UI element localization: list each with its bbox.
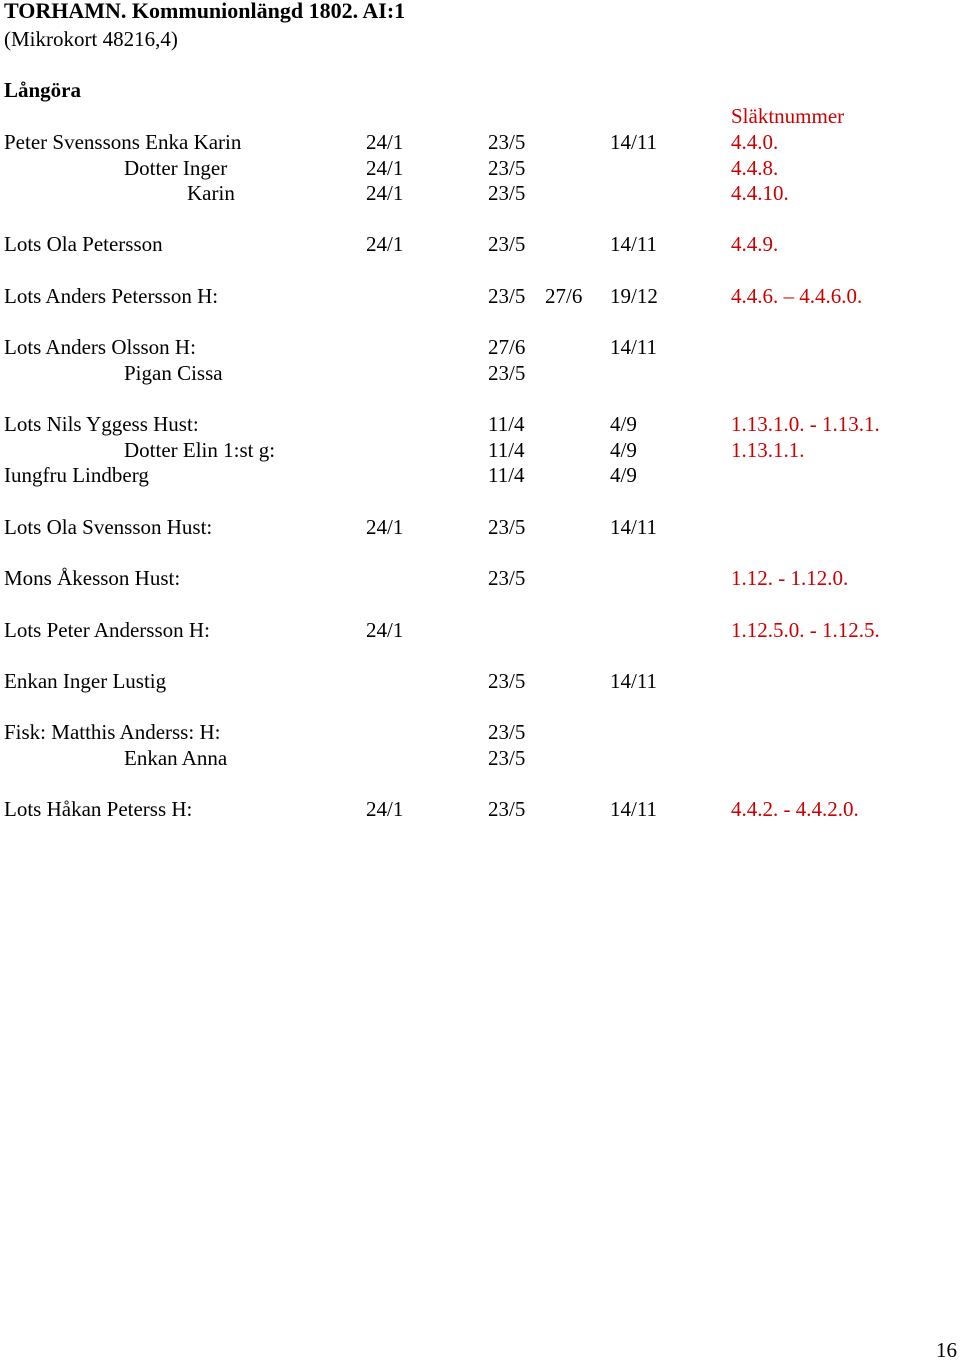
communion-date: 14/11	[610, 515, 658, 539]
document-title: TORHAMN. Kommunionlängd 1802. AI:1	[4, 0, 406, 23]
kinship-number: 4.4.0.	[731, 130, 779, 154]
document-subtitle: (Mikrokort 48216,4)	[4, 27, 178, 51]
communion-date: 23/5	[488, 720, 526, 744]
communion-date: 23/5	[488, 361, 526, 385]
communion-date: 23/5	[488, 566, 526, 590]
person-name: Lots Håkan Peterss H:	[4, 797, 193, 821]
communion-date: 27/6	[545, 284, 583, 308]
table-row	[0, 155, 960, 181]
kinship-number: 4.4.6. – 4.4.6.0.	[731, 284, 863, 308]
table-row	[0, 180, 960, 206]
page-number: 16	[936, 1338, 957, 1362]
kinship-number: 1.13.1.1.	[731, 438, 805, 462]
table-row	[0, 334, 960, 360]
person-name: Pigan Cissa	[124, 361, 223, 385]
communion-date: 23/5	[488, 232, 526, 256]
communion-date: 14/11	[610, 797, 658, 821]
person-name: Enkan Inger Lustig	[4, 669, 167, 693]
table-row	[0, 617, 960, 643]
person-name: Iungfru Lindberg	[4, 463, 149, 487]
communion-date: 23/5	[488, 130, 526, 154]
kinship-number: 4.4.9.	[731, 232, 779, 256]
communion-date: 23/5	[488, 797, 526, 821]
table-row	[0, 796, 960, 822]
table-row	[0, 437, 960, 463]
table-row	[0, 745, 960, 771]
table-row	[0, 129, 960, 155]
communion-date: 23/5	[488, 156, 526, 180]
table-row	[0, 719, 960, 745]
communion-date: 4/9	[610, 412, 637, 436]
table-row	[0, 360, 960, 386]
communion-date: 19/12	[610, 284, 658, 308]
table-row	[0, 283, 960, 309]
table-row	[0, 231, 960, 257]
communion-date: 11/4	[488, 412, 525, 436]
person-name: Lots Nils Yggess Hust:	[4, 412, 199, 436]
communion-date: 24/1	[366, 156, 404, 180]
communion-date: 24/1	[366, 181, 404, 205]
communion-date: 24/1	[366, 232, 404, 256]
communion-date: 23/5	[488, 669, 526, 693]
kinship-number-header: Släktnummer	[731, 104, 845, 128]
person-name: Lots Anders Olsson H:	[4, 335, 196, 359]
person-name: Fisk: Matthis Anderss: H:	[4, 720, 221, 744]
table-row	[0, 411, 960, 437]
communion-date: 24/1	[366, 515, 404, 539]
person-name: Karin	[187, 181, 235, 205]
table-row	[0, 462, 960, 488]
person-name: Lots Anders Petersson H:	[4, 284, 219, 308]
person-name: Lots Peter Andersson H:	[4, 618, 210, 642]
communion-date: 14/11	[610, 232, 658, 256]
kinship-number: 4.4.8.	[731, 156, 779, 180]
kinship-number: 1.12. - 1.12.0.	[731, 566, 849, 590]
person-name: Lots Ola Petersson	[4, 232, 163, 256]
communion-date: 23/5	[488, 515, 526, 539]
table-row	[0, 514, 960, 540]
communion-date: 24/1	[366, 797, 404, 821]
communion-date: 11/4	[488, 438, 525, 462]
communion-date: 27/6	[488, 335, 526, 359]
communion-date: 24/1	[366, 618, 404, 642]
place-heading: Långöra	[4, 78, 82, 102]
person-name: Peter Svenssons Enka Karin	[4, 130, 242, 154]
person-name: Lots Ola Svensson Hust:	[4, 515, 213, 539]
person-name: Dotter Elin 1:st g:	[124, 438, 276, 462]
person-name: Enkan Anna	[124, 746, 228, 770]
person-name: Mons Åkesson Hust:	[4, 566, 181, 590]
kinship-number: 1.12.5.0. - 1.12.5.	[731, 618, 880, 642]
communion-date: 14/11	[610, 669, 658, 693]
communion-date: 23/5	[488, 746, 526, 770]
communion-date: 14/11	[610, 335, 658, 359]
communion-date: 23/5	[488, 181, 526, 205]
communion-date: 24/1	[366, 130, 404, 154]
communion-date: 11/4	[488, 463, 525, 487]
table-row	[0, 668, 960, 694]
kinship-number: 4.4.2. - 4.4.2.0.	[731, 797, 859, 821]
table-row	[0, 565, 960, 591]
communion-date: 4/9	[610, 438, 637, 462]
communion-date: 23/5	[488, 284, 526, 308]
communion-date: 14/11	[610, 130, 658, 154]
kinship-number: 4.4.10.	[731, 181, 789, 205]
person-name: Dotter Inger	[124, 156, 228, 180]
kinship-number: 1.13.1.0. - 1.13.1.	[731, 412, 880, 436]
communion-date: 4/9	[610, 463, 637, 487]
